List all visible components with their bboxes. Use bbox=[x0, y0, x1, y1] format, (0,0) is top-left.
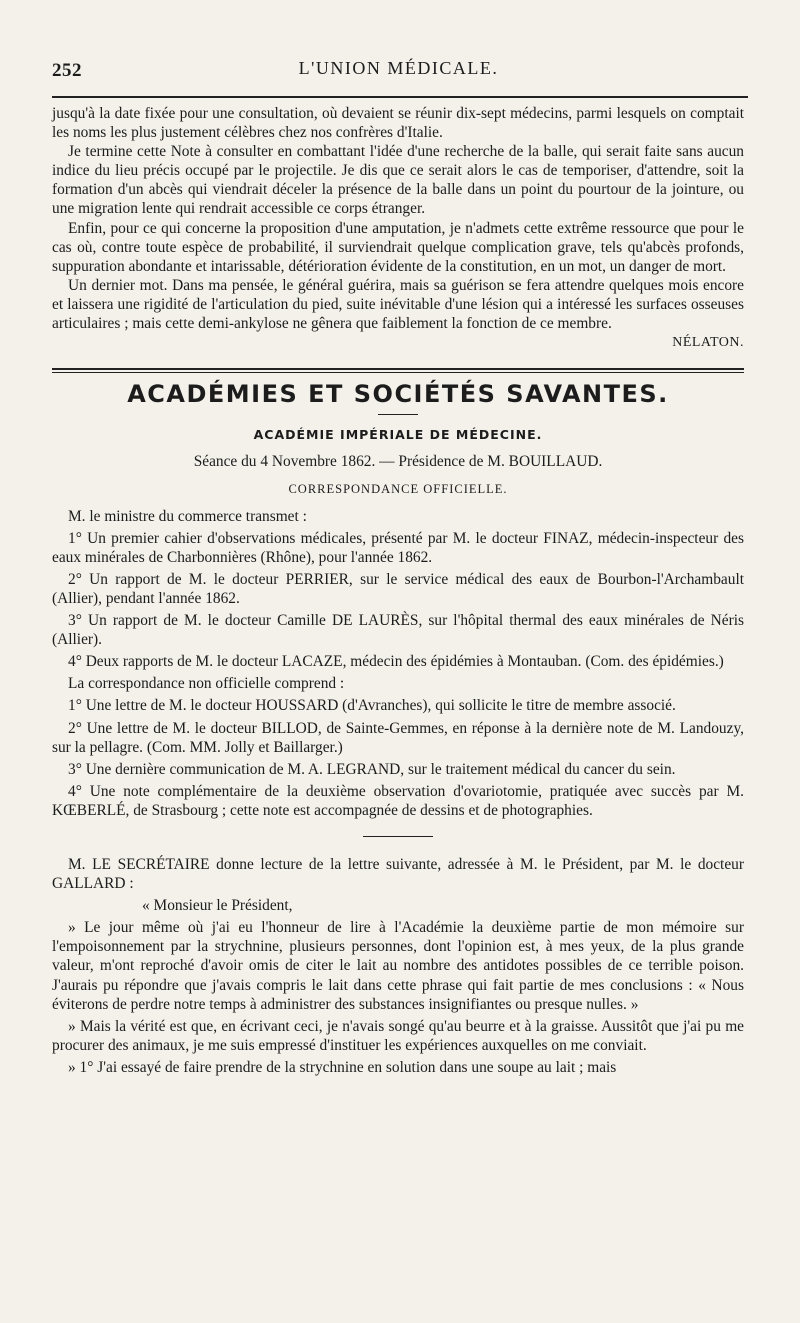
list-item: 1° Un premier cahier d'observations médicales, présenté par M. le docteur FINAZ, médecin-inspecteur des eaux minérales de Charbonnières (Rhône), pour l'année 1862. bbox=[52, 529, 744, 566]
running-title: L'UNION MÉDICALE. bbox=[298, 58, 499, 78]
session-line: Séance du 4 Novembre 1862. — Présidence de M. BOUILLAUD. bbox=[193, 453, 603, 471]
paragraph: Un dernier mot. Dans ma pensée, le général guérira, mais sa guérison se fera attendre quelques mois encore et laissera une rigidité de l'articulation du pied, suite inévitable d'une lésion qui a intéressé les surfaces osseuses articulaires ; mais cette demi-ankylose ne gênera que faiblement la fonction de ce membre. bbox=[52, 276, 744, 333]
section-divider bbox=[52, 368, 744, 373]
list-item: 2° Un rapport de M. le docteur PERRIER, sur le service médical des eaux de Bourbon-l'Archambault (Allier), pendant l'année 1862. bbox=[52, 570, 744, 607]
letter-paragraph: » Le jour même où j'ai eu l'honneur de lire à l'Académie la deuxième partie de mon mémoire sur l'empoisonnement par la strychnine, plusieurs personnes, dont l'opinion est, à mes yeux, de la plus grande valeur, m'ont reproché d'avoir omis de citer le lait au nombre des antidotes possibles de ce terrible poison. J'aurais pu répondre que j'avais compris le lait dans cette phrase qui fait partie de mes conclusions : « Nous éviterons de perdre notre temps à administrer des substances insignifiantes ou presque nulles. » bbox=[52, 919, 744, 1013]
list-item: 4° Deux rapports de M. le docteur LACAZE, médecin des épidémies à Montauban. (Com. des épidémies.) bbox=[68, 653, 724, 671]
list-item: 2° Une lettre de M. le docteur BILLOD, de Sainte-Gemmes, en réponse à la dernière note de M. Landouzy, sur la pellagre. (Com. MM. Jolly et Baillarger.) bbox=[52, 719, 744, 756]
correspondence-heading: CORRESPONDANCE OFFICIELLE. bbox=[288, 481, 508, 496]
paragraph: Enfin, pour ce qui concerne la proposition d'une amputation, je n'admets cette extrême ressource que pour le cas où, contre toute espèce de probabilité, il surviendrait quelque complication grave, tels qu'abcès profonds, suppuration abondante et intarissable, détérioration évidente de la constitution, en un mot, un danger de mort. bbox=[52, 219, 744, 275]
title-rule bbox=[378, 414, 418, 415]
page-number: 252 bbox=[52, 60, 82, 81]
signature: NÉLATON. bbox=[672, 335, 744, 351]
page-header bbox=[52, 58, 745, 88]
paragraph: Je termine cette Note à consulter en combattant l'idée d'une recherche de la balle, qui serait faite sans aucun indice du lieu précis occupé par le projectile. Je dis que ce serait alors le cas de temporiser, d'attendre, soit la formation d'un abcès qui viendrait déceler la présence de la balle dans un point du pourtour de la jointure, ou une migration lente qui rendrait accessible ce corps étranger. bbox=[52, 143, 744, 218]
separator-rule bbox=[363, 836, 433, 837]
section-title: ACADÉMIES ET SOCIÉTÉS SAVANTES. bbox=[127, 380, 669, 409]
official-intro: M. le ministre du commerce transmet : bbox=[68, 507, 307, 525]
nonofficial-intro: La correspondance non officielle comprend : bbox=[68, 675, 345, 693]
list-item: 3° Un rapport de M. le docteur Camille DE LAURÈS, sur l'hôpital thermal des eaux minérales de Néris (Allier). bbox=[52, 612, 744, 649]
letter-intro: M. LE SECRÉTAIRE donne lecture de la lettre suivante, adressée à M. le Président, par M. le docteur GALLARD : bbox=[52, 856, 744, 893]
main-text bbox=[52, 104, 744, 1077]
academy-heading: ACADÉMIE IMPÉRIALE DE MÉDECINE. bbox=[253, 427, 543, 443]
header-rule bbox=[52, 96, 748, 98]
list-item: 3° Une dernière communication de M. A. LEGRAND, sur le traitement médical du cancer du sein. bbox=[68, 760, 676, 778]
list-item: 4° Une note complémentaire de la deuxième observation d'ovariotomie, pratiquée avec succès par M. KŒBERLÉ, de Strasbourg ; cette note est accompagnée de dessins et de photographies. bbox=[52, 782, 744, 819]
letter-paragraph: » Mais la vérité est que, en écrivant ceci, je n'avais songé qu'au beurre et à la graisse. Aussitôt que j'ai pu me procurer des animaux, je me suis empressé d'instituer les expériences auxquelles on me conviait. bbox=[52, 1017, 744, 1054]
list-item: 1° Une lettre de M. le docteur HOUSSARD (d'Avranches), qui sollicite le titre de membre associé. bbox=[68, 697, 676, 715]
letter-paragraph: » 1° J'ai essayé de faire prendre de la strychnine en solution dans une soupe au lait ; mais bbox=[68, 1058, 617, 1076]
paragraph: jusqu'à la date fixée pour une consultation, où devaient se réunir dix-sept médecins, parmi lesquels on comptait les noms les plus justement célèbres chez nos confrères d'Italie. bbox=[52, 105, 744, 142]
letter-salutation: « Monsieur le Président, bbox=[142, 897, 293, 915]
